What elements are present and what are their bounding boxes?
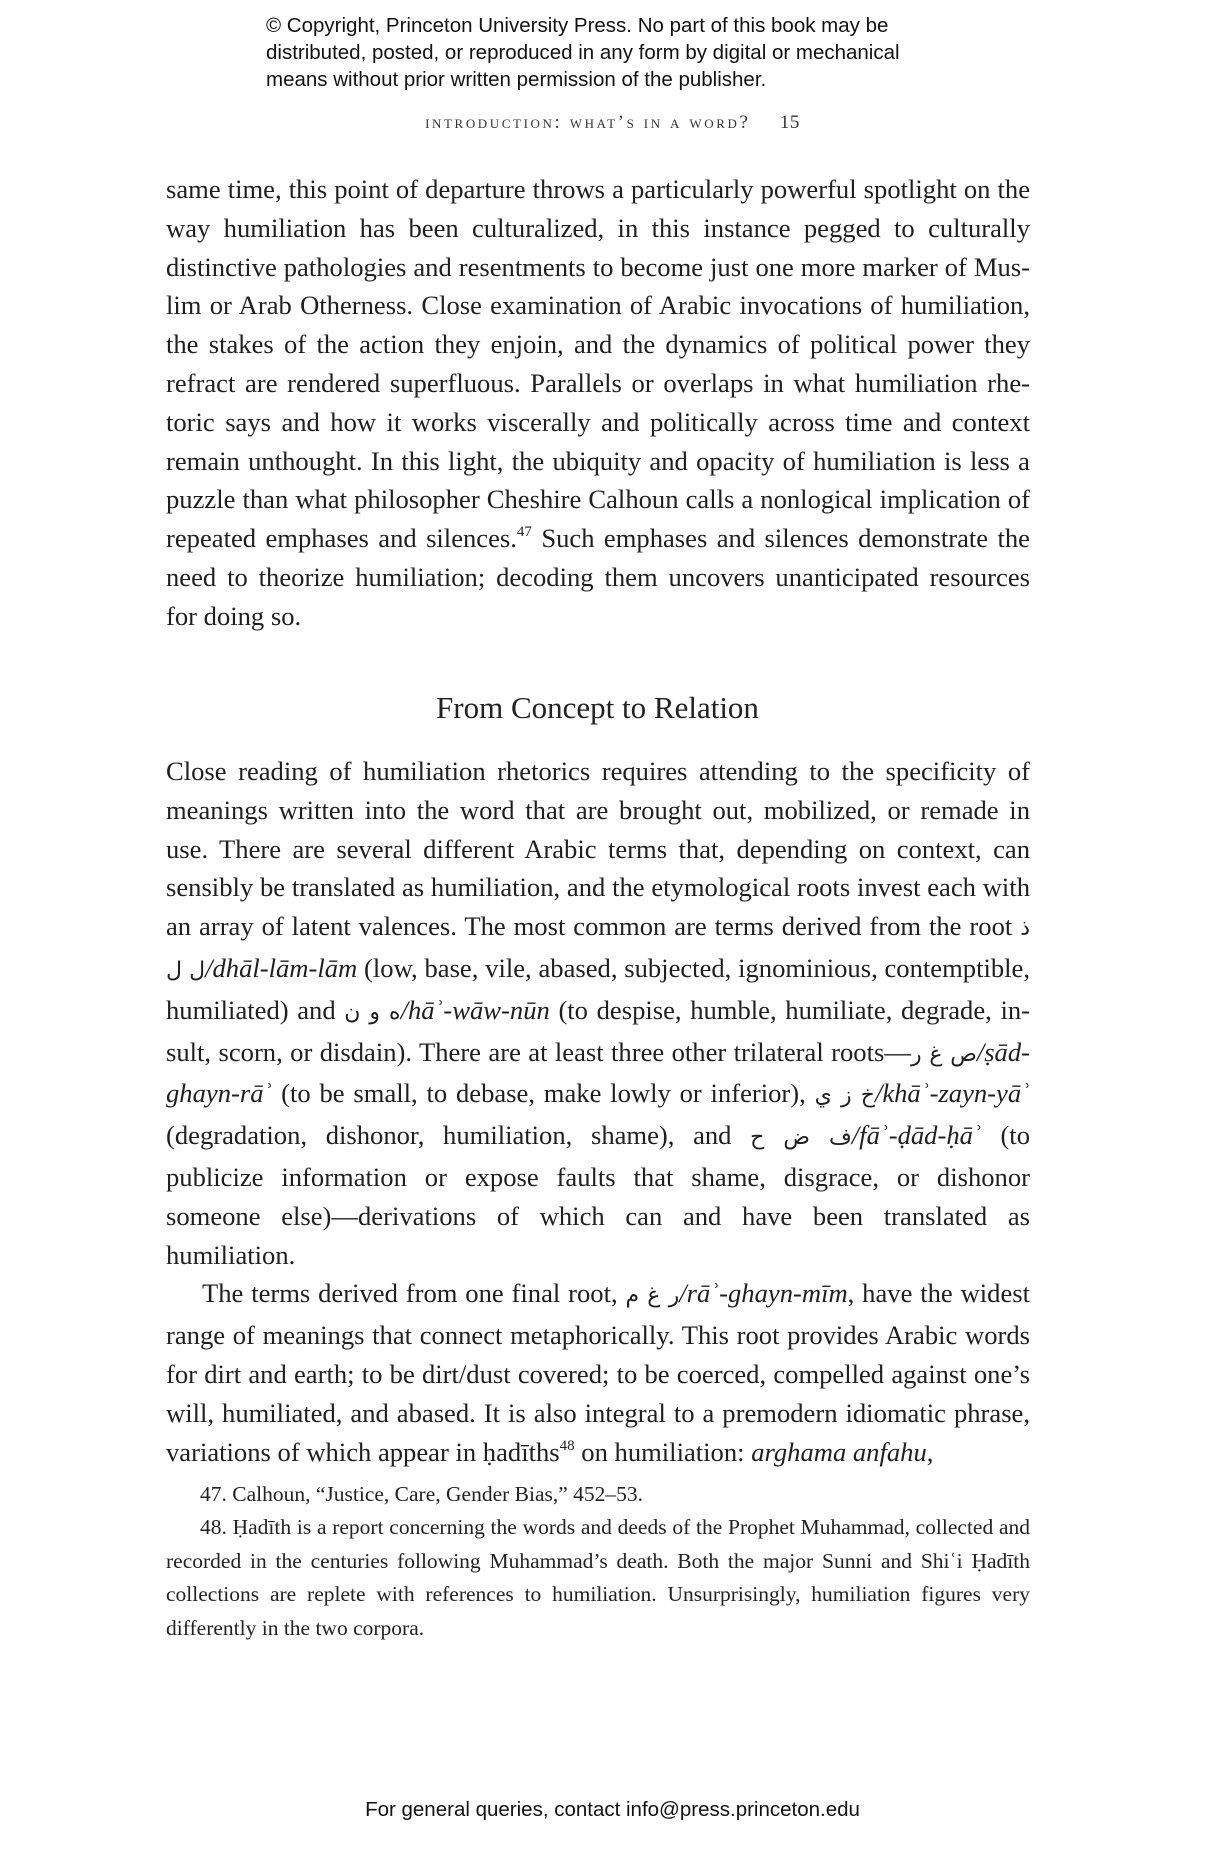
running-head [0,112,1225,134]
body-text-top [166,170,1030,636]
section-heading: From Concept to Relation [436,690,759,725]
paragraph-3-text: The terms derived from one final root, [202,1278,626,1309]
idiomatic-phrase: arghama anfahu [751,1436,927,1467]
paragraph-3-text: on humiliation: [574,1436,752,1467]
paragraph-3 [166,1274,1030,1471]
transliteration-khzy: /khāʾ-zayn-yāʾ [874,1078,1030,1109]
footnote-47: 47. Calhoun, “Justice, Care, Gender Bias,” 452–53. [200,1482,644,1506]
arabic-root-hun: ه و ن [344,999,401,1025]
body-text-bottom [166,752,1030,1471]
arabic-root-rghm: ر غ م [625,1283,680,1309]
transliteration-fdh: /fāʾ-ḍād-ḥāʾ [851,1120,982,1151]
paragraph-2-text: (to despise, humble, humiliate, degrade, insult, scorn, or disdain). There are at least three other trilateral roots— [166,994,1030,1067]
transliteration-rghm: /rāʾ-ghayn-mīm [679,1278,848,1309]
copyright-notice [266,12,1026,93]
footnote-48: 48. Ḥadīth is a report concerning the words and deeds of the Prophet Muhammad, collected and recorded in the centuries following Muhammad’s death. Both the major Sunni and Shiʿi Ḥadīth collections are replete with references to humiliation. Unsurprisingly, humiliation figures very differently in the two corpora. [166,1515,1030,1640]
paragraph-1-text-a: same time, this point of departure throws a particularly powerful spotlight on the way humiliation has been culturalized, in this instance pegged to culturally distinctive pathologies and resentments to become just one more marker of Muslim or Arab Otherness. Close examination of Arabic invocations of humiliation, the stakes of the action they enjoin, and the dynamics of political power they refract are rendered superfluous. Parallels or overlaps in what humiliation rhetoric says and how it works viscerally and politically across time and context remain unthought. In this light, the ubiquity and opacity of humiliation is less a puzzle than what philosopher Cheshire Calhoun calls a nonlogical implication of repeated emphases and silences. [166,174,1030,554]
paragraph-2-text: Close reading of humiliation rhetorics requires attending to the specificity of meanings written into the word that are brought out, mobilized, or remade in use. There are several different Arabic terms that, depending on context, can sensibly be translated as humiliation, and the etymological roots invest each with an array of latent valences. The most common are terms derived from the root [166,756,1030,942]
paragraph-2-text: (degradation, dishonor, humiliation, shame), and [166,1120,751,1151]
transliteration-sghr: /ṣād-ghayn-rāʾ [166,1036,1030,1109]
transliteration-hun: /hāʾ-wāw-nūn [400,994,550,1025]
arabic-root-sghr: ص غ ر [910,1041,977,1067]
transliteration-dhal: /dhāl-lām-lām [205,952,358,983]
arabic-root-khzy: خ ز ي [814,1083,875,1109]
copyright-line-2: distributed, posted, or reproduced in any form by digital or mechanical [266,41,900,64]
paragraph-3-text: , have the widest range of meanings that connect metaphorically. This root provides Arabic words for dirt and earth; to be dirt/dust covered; to be coerced, compelled against one’s will, humiliated, and abased. It is also integral to a premodern idiomatic phrase, variations of which appear in ḥadīths [166,1278,1031,1467]
running-head-title: introduction: what’s in a word? [425,112,751,133]
paragraph-2-text: (to be small, to debase, make lowly or inferior), [272,1078,815,1109]
arabic-root-fdh: ف ض ح [750,1125,852,1151]
arabic-root-dhal: ذ ل ل [166,916,1030,983]
note-ref-48: 48 [559,1437,575,1454]
copyright-line-1: © Copyright, Princeton University Press. No part of this book may be [266,14,889,37]
paragraph-2 [166,752,1030,1274]
paragraph-3-text: , [926,1436,934,1467]
paragraph-2-text: (low, base, vile, abased, subjected, ignominious, contemptible, humiliated) and [166,952,1030,1025]
footer-contact: For general queries, contact info@press.princeton.edu [365,1798,860,1821]
paragraph-1 [166,170,1030,636]
note-ref-47: 47 [516,524,532,541]
footnotes [166,1478,1030,1645]
copyright-line-3: means without prior written permission of the publisher. [266,68,767,91]
paragraph-2-text: (to publicize information or expose faults that shame, disgrace, or dishonor someone else)—derivations of which can and have been translated as humiliation. [166,1120,1030,1270]
page-number: 15 [779,112,800,133]
paragraph-1-text-b: Such emphases and silences demonstrate the need to theorize humiliation; decoding them uncovers unanticipated resources for doing so. [166,523,1030,631]
